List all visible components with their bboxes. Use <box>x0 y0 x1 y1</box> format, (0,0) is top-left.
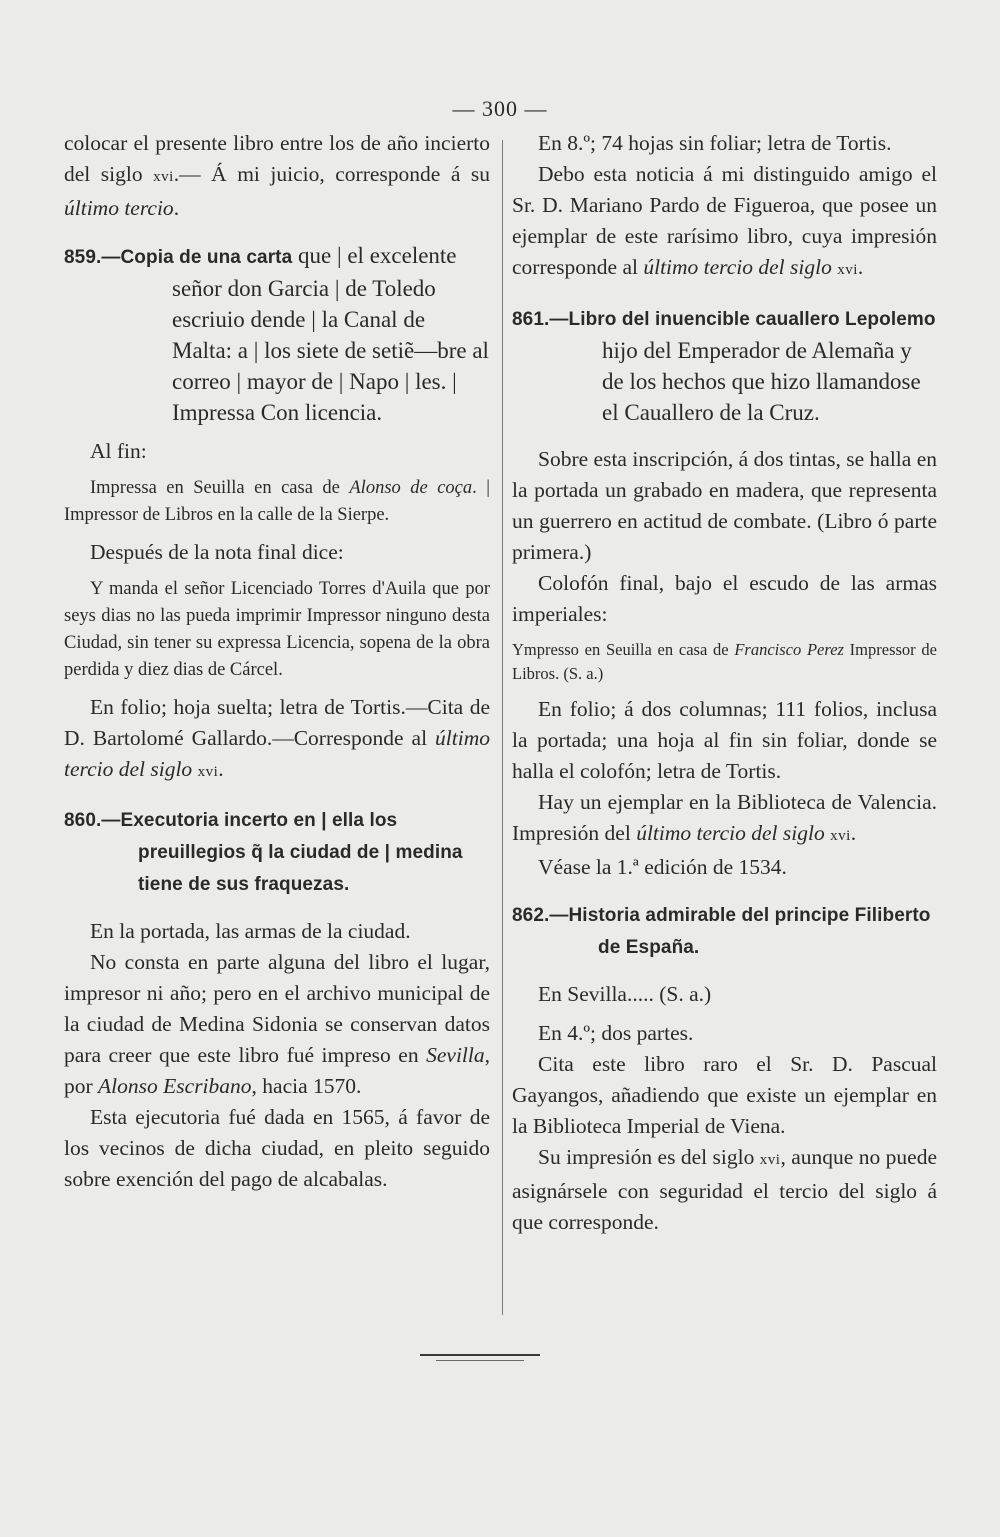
entry-number: 860. <box>64 810 102 831</box>
entry-860-title <box>64 804 490 900</box>
text-run: Hay un ejemplar en la Biblioteca de Valencia. Impresión del <box>512 790 937 845</box>
folio-paragraph: En folio; hoja suelta; letra de Tortis.—Cita de D. Bartolomé Gallardo.—Corresponde al último tercio del siglo xvi. <box>64 695 490 781</box>
entry-title-bold: —Historia admirable del principe Filiberto de España. <box>549 905 931 958</box>
text-run: último tercio del siglo <box>64 726 490 781</box>
text-run: . | Impressor de Libros en la calle de la Sierpe. <box>64 478 490 525</box>
entry-number: 862. <box>512 905 550 926</box>
entry-title-bold: —Executoria incerto en | ella los preuillegios q̃ la ciudad de | medina tiene de sus fraquezas. <box>101 810 463 895</box>
en4-paragraph: En 4.º; dos partes. <box>538 1021 694 1045</box>
al-fin-label: Al fin: <box>90 439 147 463</box>
entry-title-bold: —Libro del inuencible cauallero Lepolemo <box>549 309 936 330</box>
debo-paragraph: Debo esta noticia á mi distinguido amigo el Sr. D. Mariano Pardo de Figueroa, que posee un ejemplar de este rarísimo libro, cuya impresión corresponde al último tercio del siglo xvi. <box>512 162 937 279</box>
text-run: Sevilla <box>426 1043 485 1067</box>
text-run: En folio; hoja suelta; letra de Tortis.—Cita de D. Bartolomé Gallardo.—Corresponde al <box>64 695 490 750</box>
text-run: .— Á mi juicio, corresponde á su <box>173 162 490 186</box>
entry-title-text: que | el excelente señor don Garcia | de Toledo escriuio dende | la Canal de Malta: a | los siete de setiẽ—bre al correo | mayor de | Napo | les. | Impressa Con licencia. <box>172 243 489 425</box>
entry-title-text: hijo del Emperador de Alemaña y de los hechos que hizo llamandose el Cauallero de la Cruz. <box>602 338 921 425</box>
sevilla-paragraph: En Sevilla..... (S. a.) <box>538 982 712 1006</box>
consta-paragraph <box>64 947 490 1102</box>
text-run: Alonso de coça <box>349 478 473 498</box>
enfolio-paragraph: En folio; á dos columnas; 111 folios, inclusa la portada; una hoja al fin sin foliar, donde se halla el colofón; letra de Tortis. <box>512 697 937 783</box>
text-run: No consta en parte alguna del libro el lugar, impresor ni año; pero en el archivo municipal de la ciudad de Medina Sidonia se conservan datos para creer que este libro fué impreso en <box>64 950 490 1067</box>
portada-paragraph: En la portada, las armas de la ciudad. <box>90 919 411 943</box>
text-run: xvi <box>830 828 851 844</box>
text-run: Alonso Escribano <box>98 1074 252 1098</box>
column-divider <box>502 140 503 1315</box>
text-run: xvi <box>153 169 174 185</box>
text-run: colocar el presente libro entre los de año incierto del siglo <box>64 131 490 186</box>
despues-paragraph: Después de la nota final dice: <box>90 540 344 564</box>
text-run: Ympresso en Seuilla en casa de <box>512 640 735 659</box>
entry-861-title <box>512 302 937 428</box>
text-run: , por <box>64 1043 490 1098</box>
continued-paragraph <box>64 128 490 224</box>
end-rule-thin <box>436 1360 524 1361</box>
text-run: xvi <box>759 1152 781 1168</box>
end-rule <box>420 1354 540 1356</box>
colofon-paragraph: Colofón final, bajo el escudo de las armas imperiales: <box>512 571 937 626</box>
sobre-paragraph: Sobre esta inscripción, á dos tintas, se halla en la portada un grabado en madera, que representa un guerrero en actitud de combate. (Libro ó parte primera.) <box>512 447 937 564</box>
text-run: Impressa en Seuilla en casa de <box>90 478 350 498</box>
left-column <box>64 128 490 1195</box>
text-run: , aunque no puede asignársele con seguridad el tercio del siglo á que corresponde. <box>512 1145 938 1234</box>
entry-862-title <box>512 899 937 963</box>
text-run: , hacia 1570. <box>251 1074 362 1098</box>
text-run: . <box>173 196 180 220</box>
colophon-861 <box>512 638 937 686</box>
text-run: último tercio del siglo <box>636 821 825 845</box>
page-number: — 300 — <box>452 96 548 121</box>
format-paragraph: En 8.º; 74 hojas sin foliar; letra de Tortis. <box>538 131 892 155</box>
entry-number: 861. <box>512 309 550 330</box>
right-column <box>512 128 937 1238</box>
text-run: Francisco Perez <box>734 640 844 659</box>
cita-paragraph: Cita este libro raro el Sr. D. Pascual Gayangos, añadiendo que existe un ejemplar en la Biblioteca Imperial de Viena. <box>512 1052 937 1138</box>
entry-title-bold: —Copia de una carta <box>101 247 293 268</box>
text-run: xvi <box>837 262 858 278</box>
quote-paragraph: Y manda el señor Licenciado Torres d'Auila que por seys dias no las pueda imprimir Impressor ninguno desta Ciudad, sin tener su expressa Licencia, sopena de la obra perdida y diez dias de Cárcel. <box>64 579 490 680</box>
text-run: último tercio del siglo <box>643 255 832 279</box>
su-paragraph <box>512 1142 937 1238</box>
text-run: Su impresión es del siglo <box>538 1145 760 1169</box>
ejecutoria-paragraph: Esta ejecutoria fué dada en 1565, á favor de los vecinos de dicha ciudad, en pleito seguido sobre exención del pago de alcabalas. <box>64 1105 490 1191</box>
entry-number: 859. <box>64 247 102 268</box>
text-run: Impressor de Libros. (S. a.) <box>512 640 937 683</box>
text-run: xvi <box>197 764 219 780</box>
vease-paragraph: Véase la 1.ª edición de 1534. <box>538 855 787 879</box>
text-run: Debo esta noticia á mi distinguido amigo el Sr. D. Mariano Pardo de Figueroa, que posee un ejemplar de este rarísimo libro, cuya impresión corresponde al <box>512 162 937 279</box>
colophon-859 <box>64 475 490 529</box>
entry-859-title <box>64 240 490 428</box>
text-run: último tercio <box>64 196 174 220</box>
hay-paragraph: Hay un ejemplar en la Biblioteca de Valencia. Impresión del último tercio del siglo xvi. <box>512 790 937 845</box>
